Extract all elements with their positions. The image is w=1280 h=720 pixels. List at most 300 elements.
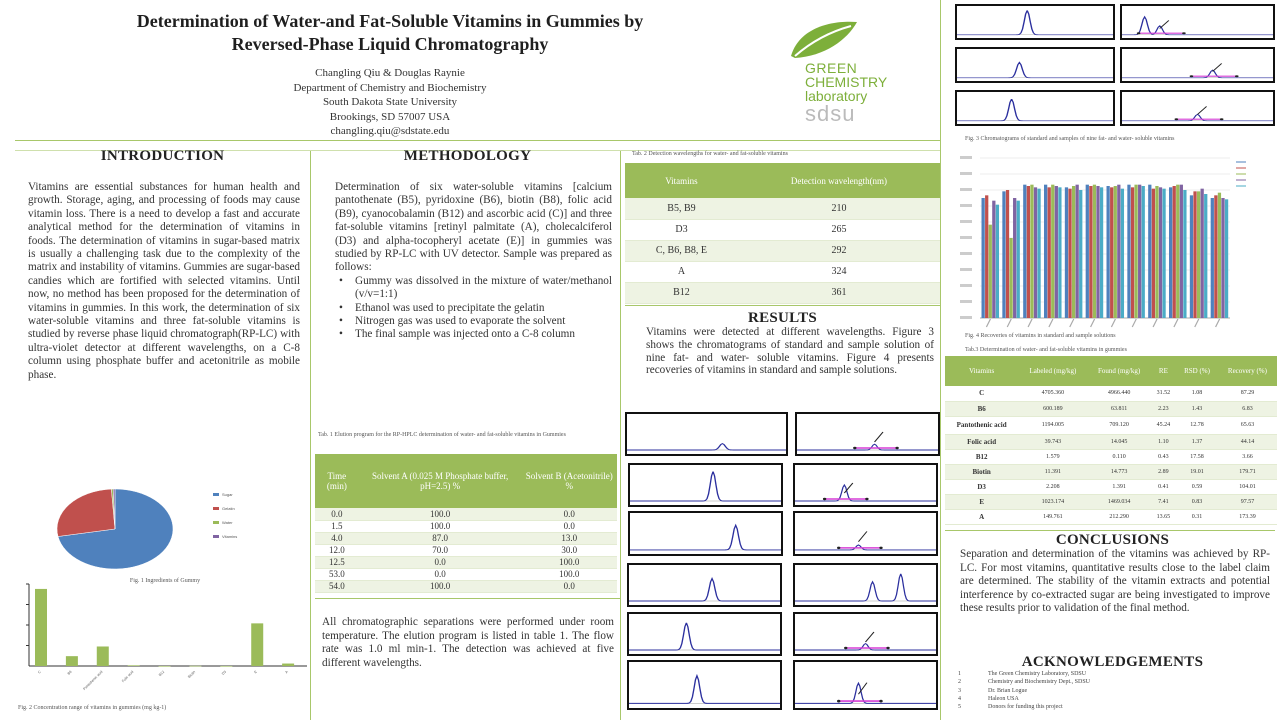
bar xyxy=(996,205,999,318)
table3-determination xyxy=(945,356,1277,525)
table-cell: 1023.174 xyxy=(1018,494,1087,509)
bar xyxy=(1211,198,1214,318)
table-cell: D3 xyxy=(945,479,1018,494)
table-cell: B12 xyxy=(625,282,738,303)
table-header: Detection wavelength(nm) xyxy=(738,163,940,198)
peak-arrow xyxy=(866,632,874,642)
table-cell: 709.120 xyxy=(1088,416,1151,434)
table-cell: 53.0 xyxy=(315,568,359,580)
x-tick-label: D3 xyxy=(221,669,228,676)
chromatogram-panel xyxy=(793,563,938,607)
table-cell: 212.290 xyxy=(1088,509,1151,524)
logo-line-3: laboratory xyxy=(805,88,868,104)
table-cell: 324 xyxy=(738,261,940,282)
conclusions-heading: CONCLUSIONS xyxy=(1055,532,1170,548)
methodology-text: Determination of six water-soluble vitamins [calcium pantothenate (B5), pyridoxine (B6), biotin (B8), folic acid (B9), cyanocobalamin (B12) and ascorbic acid (C)] and three fat-soluble vitamins [retinyl palmitate (A), cholecalciferol (D3) and alpha-tocopheryl acetate (E)] in gummies was studied by RP-LC with UV detector. Sample was prepared as follows: xyxy=(335,181,612,274)
bar xyxy=(1089,186,1092,318)
marker xyxy=(895,447,898,449)
chromatogram-panel xyxy=(1120,90,1275,126)
table-cell: 0.0 xyxy=(522,508,617,520)
marker xyxy=(823,498,826,500)
bar xyxy=(1058,187,1061,318)
marker xyxy=(1220,118,1224,120)
bar xyxy=(1180,185,1183,318)
leaf-icon xyxy=(781,18,861,60)
x-tick-label: B6 xyxy=(66,669,73,676)
trace-line xyxy=(795,644,936,650)
title-line-2: Reversed-Phase Liquid Chromatography xyxy=(231,34,549,54)
y-tick-label xyxy=(960,252,972,255)
chromatogram-trace xyxy=(630,513,781,554)
table-cell: 7.41 xyxy=(1151,494,1177,509)
table-cell: 12.0 xyxy=(315,544,359,556)
bar xyxy=(1197,191,1200,318)
y-tick-label xyxy=(960,220,972,223)
bar xyxy=(128,665,140,666)
methodology-heading: METHODOLOGY xyxy=(403,148,532,164)
y-tick-label xyxy=(960,268,972,271)
fig4-caption: Fig. 4 Recoveries of vitamins in standard and sample solutions xyxy=(965,333,1116,339)
x-tick-label xyxy=(1049,319,1053,327)
bar xyxy=(1159,187,1162,318)
bar xyxy=(1183,190,1186,318)
table-cell: 13.0 xyxy=(522,532,617,544)
bar xyxy=(1009,238,1012,318)
y-tick-label xyxy=(960,156,972,159)
table-cell: 39.743 xyxy=(1018,434,1087,449)
legend-label: Vitamins xyxy=(222,534,238,539)
bar xyxy=(282,664,294,666)
ack-item: 2 Chemistry and Biochemistry Dept., SDSU xyxy=(958,679,1090,686)
chromatogram-panel xyxy=(795,412,940,456)
fig1-caption: Fig. 1 Ingredients of Gummy xyxy=(129,578,201,584)
bullet-item: • Ethanol was used to precipitate the gelatin xyxy=(335,302,612,315)
table-cell: 100.0 xyxy=(359,508,522,520)
bar xyxy=(1201,189,1204,318)
table-cell: 100.0 xyxy=(359,520,522,532)
chromatogram-trace xyxy=(629,614,780,654)
table-cell: D3 xyxy=(625,219,738,240)
chromatogram-panel xyxy=(955,4,1115,40)
introduction-heading: INTRODUCTION xyxy=(100,148,225,164)
chromatogram-trace xyxy=(1122,49,1273,81)
ack-item: 5 Donors for funding this project xyxy=(958,704,1063,711)
chromatogram-panel xyxy=(627,660,782,710)
x-tick-label xyxy=(1028,319,1032,327)
bar xyxy=(1013,198,1016,318)
bar xyxy=(1100,187,1103,318)
table-cell: 54.0 xyxy=(315,580,359,592)
chromatogram-panel xyxy=(1120,47,1275,83)
y-tick-label xyxy=(960,188,972,191)
table-row xyxy=(945,416,1277,434)
legend-swatch xyxy=(213,507,219,510)
bar xyxy=(1002,191,1005,318)
ack-item: 1 The Green Chemistry Laboratory, SDSU xyxy=(958,671,1087,677)
x-tick-label: E xyxy=(253,669,258,675)
acknowledgements-list xyxy=(958,670,1258,711)
x-tick-label xyxy=(1153,319,1157,327)
bar xyxy=(1155,186,1158,318)
table-cell: 2.89 xyxy=(1151,464,1177,479)
y-tick-label xyxy=(960,236,972,239)
table-cell: 19.01 xyxy=(1176,464,1218,479)
table-cell: 4.0 xyxy=(315,532,359,544)
marker xyxy=(837,547,840,549)
table-cell: 1.43 xyxy=(1176,401,1218,416)
results-divider xyxy=(625,305,940,306)
table-cell: 30.0 xyxy=(522,544,617,556)
table-cell: 292 xyxy=(738,240,940,261)
conclusions-text: Separation and determination of the vitamins was achieved by RP-LC. For most vitamins, quantitative results close to the label claim are determined. The stability of the vitamin extracts and potential interference by co-extracted sugar are being investigated to improve these results prior to validation of the final method. xyxy=(960,548,1270,615)
table-row xyxy=(315,508,617,520)
chromatogram-trace xyxy=(957,92,1113,124)
table-cell: 97.57 xyxy=(1218,494,1277,509)
table-cell: A xyxy=(625,261,738,282)
table-cell: 2.23 xyxy=(1151,401,1177,416)
chromatogram-panel xyxy=(625,412,788,456)
trace-line xyxy=(957,62,1113,77)
legend-swatch xyxy=(213,535,219,538)
table-cell: 0.59 xyxy=(1176,479,1218,494)
results-text: Vitamins were detected at different wavelengths. Figure 3 shows the chromatograms of standard and sample solution of nine fat- and water- soluble vitamins. Figure 4 presents recoveries of vitamins in standard and sample solutions. xyxy=(646,326,934,377)
table-cell: 179.71 xyxy=(1218,464,1277,479)
table-cell: 87.0 xyxy=(359,532,522,544)
chromatogram-panel xyxy=(955,47,1115,83)
chromatogram-trace xyxy=(795,513,936,554)
chromatogram-panel xyxy=(628,463,783,507)
chromatogram-trace xyxy=(1122,92,1273,124)
marker xyxy=(853,447,856,449)
fig2-caption: Fig. 2 Concentration range of vitamins in gummies (mg kg-1) xyxy=(18,705,167,711)
marker xyxy=(879,547,882,549)
chromatogram-panel xyxy=(627,563,782,607)
x-tick-label: A xyxy=(284,669,289,675)
table2-caption: Tab. 2 Detection wavelengths for water- and fat-soluble vitamins xyxy=(632,151,788,157)
table-cell: 14.045 xyxy=(1088,434,1151,449)
table-row xyxy=(945,494,1277,509)
chromatogram-panel xyxy=(628,511,783,556)
table-row xyxy=(315,568,617,580)
table-row xyxy=(945,386,1277,401)
table-cell: 600.189 xyxy=(1018,401,1087,416)
table-cell: 0.0 xyxy=(359,556,522,568)
bar xyxy=(251,623,263,666)
methodology-divider xyxy=(315,598,620,599)
x-tick-label xyxy=(1195,319,1199,327)
bar xyxy=(1107,186,1110,318)
bar xyxy=(1017,201,1020,318)
table1-caption: Tab. 1 Elution program for the RP-HPLC determination of water- and fat-soluble vitamins in Gummies xyxy=(318,432,566,438)
marker xyxy=(886,647,889,649)
table-header: Labeled (mg/kg) xyxy=(1018,356,1087,386)
table-cell: 173.39 xyxy=(1218,509,1277,524)
table-cell: 104.01 xyxy=(1218,479,1277,494)
chromatogram-trace xyxy=(795,614,936,654)
bar xyxy=(1079,190,1082,318)
trace-line xyxy=(795,574,936,601)
table-cell: 12.5 xyxy=(315,556,359,568)
table-row xyxy=(945,479,1277,494)
bullet-item: • The final sample was injected onto a C-8 column xyxy=(335,328,612,341)
chromatogram-trace xyxy=(629,565,780,605)
x-tick-label xyxy=(1070,319,1074,327)
bar xyxy=(97,646,109,666)
conclusion-divider xyxy=(945,530,1275,531)
bar xyxy=(1055,186,1058,318)
bar xyxy=(1131,187,1134,318)
bar xyxy=(1034,187,1037,318)
marker xyxy=(1235,75,1239,77)
bar xyxy=(1134,185,1137,318)
header-divider xyxy=(15,140,940,141)
legend-label: Gelatin xyxy=(222,506,235,511)
y-tick-label xyxy=(960,300,972,303)
x-tick-label xyxy=(1174,319,1178,327)
table-cell: 70.0 xyxy=(359,544,522,556)
ack-item: 3 Dr. Brian Logue xyxy=(958,687,1028,694)
table-cell: 265 xyxy=(738,219,940,240)
trace-line xyxy=(630,472,781,501)
table-cell: 0.41 xyxy=(1151,479,1177,494)
peak-arrow xyxy=(1160,20,1169,28)
pie-slice xyxy=(57,489,115,536)
poster-title xyxy=(10,10,770,56)
bar xyxy=(1152,189,1155,318)
x-tick-label: Pantothenic acid xyxy=(82,669,104,692)
table-row xyxy=(315,520,617,532)
table-cell: 0.0 xyxy=(522,580,617,592)
table-cell: B6 xyxy=(945,401,1018,416)
peak-arrow xyxy=(858,531,866,541)
table-cell: B12 xyxy=(945,449,1018,464)
table-row xyxy=(315,532,617,544)
table-cell: 12.78 xyxy=(1176,416,1218,434)
right-column-divider xyxy=(940,0,941,720)
bar xyxy=(1148,185,1151,318)
chromatogram-trace xyxy=(957,49,1113,81)
bar xyxy=(1072,186,1075,318)
university: South Dakota State University xyxy=(322,96,458,108)
bar xyxy=(1051,185,1054,318)
bar xyxy=(1065,187,1068,318)
table-cell: 45.24 xyxy=(1151,416,1177,434)
table-header: Found (mg/kg) xyxy=(1088,356,1151,386)
chromatogram-panel xyxy=(793,612,938,656)
table-cell: 0.0 xyxy=(315,508,359,520)
legend-label: Sugar xyxy=(222,492,233,497)
bar xyxy=(1138,185,1141,318)
bar xyxy=(1173,186,1176,318)
table-cell: 4966.440 xyxy=(1088,386,1151,401)
marker xyxy=(865,498,868,500)
chromatogram-trace xyxy=(797,414,938,454)
table-row xyxy=(945,509,1277,524)
bar xyxy=(1006,190,1009,318)
table-cell: 0.110 xyxy=(1088,449,1151,464)
green-chemistry-logo xyxy=(773,18,923,126)
table-row xyxy=(625,198,940,219)
methodology-block xyxy=(335,181,612,342)
email: changling.qiu@sdstate.edu xyxy=(330,125,450,137)
table-cell: 0.31 xyxy=(1176,509,1218,524)
peak-arrow xyxy=(875,432,883,442)
table-cell: 0.83 xyxy=(1176,494,1218,509)
bar xyxy=(1114,186,1117,318)
bar xyxy=(992,201,995,318)
table-cell: 4705.360 xyxy=(1018,386,1087,401)
chromatogram-trace xyxy=(795,565,936,605)
fig4-recovery-chart xyxy=(950,148,1275,330)
marker xyxy=(1175,118,1179,120)
x-tick-label: Folic acid xyxy=(121,669,135,684)
legend-label: Water xyxy=(222,520,233,525)
table-cell: 100.0 xyxy=(359,580,522,592)
bar xyxy=(1096,186,1099,318)
marker xyxy=(1182,32,1186,34)
table-cell: 44.14 xyxy=(1218,434,1277,449)
table-cell: 1.10 xyxy=(1151,434,1177,449)
table-cell: 1.391 xyxy=(1088,479,1151,494)
marker xyxy=(844,647,847,649)
bar xyxy=(1214,195,1217,318)
bar xyxy=(989,225,992,318)
bar xyxy=(1027,186,1030,318)
table-cell: 210 xyxy=(738,198,940,219)
x-tick-label xyxy=(986,319,990,327)
table-cell: 13.65 xyxy=(1151,509,1177,524)
bar xyxy=(985,195,988,318)
table-header: Vitamins xyxy=(945,356,1018,386)
bar xyxy=(1121,189,1124,318)
bar xyxy=(1225,199,1228,318)
table-cell: 1.5 xyxy=(315,520,359,532)
marker xyxy=(1190,75,1194,77)
table-cell: 149.761 xyxy=(1018,509,1087,524)
table-row xyxy=(315,580,617,592)
trace-line xyxy=(1122,114,1273,120)
x-tick-label: C xyxy=(37,669,42,675)
table-cell: 63.811 xyxy=(1088,401,1151,416)
title-line-1: Determination of Water-and Fat-Soluble Vitamins in Gummies by xyxy=(136,11,644,31)
trace-line xyxy=(797,444,938,450)
bar xyxy=(1176,185,1179,318)
table-header: Solvent B (Acetonitrile) % xyxy=(522,454,617,508)
table-row xyxy=(945,401,1277,416)
table-cell: C, B6, B8, E xyxy=(625,240,738,261)
bar xyxy=(1068,189,1071,318)
table-row xyxy=(945,449,1277,464)
logo-line-4: sdsu xyxy=(805,101,856,126)
table-cell: 1.37 xyxy=(1176,434,1218,449)
bar xyxy=(1193,191,1196,318)
table-cell: 0.43 xyxy=(1151,449,1177,464)
bar xyxy=(1218,193,1221,318)
bar xyxy=(1093,185,1096,318)
table-cell: 2.208 xyxy=(1018,479,1087,494)
legend-swatch xyxy=(213,493,219,496)
y-tick-label xyxy=(960,316,972,319)
bar xyxy=(66,656,78,666)
table-cell: 1194.005 xyxy=(1018,416,1087,434)
marker xyxy=(1137,32,1141,34)
chromatogram-panel xyxy=(793,660,938,710)
marker xyxy=(879,700,882,703)
table-cell: 1.08 xyxy=(1176,386,1218,401)
bar xyxy=(1076,185,1079,318)
table-header: Time (min) xyxy=(315,454,359,508)
bar xyxy=(1221,198,1224,318)
table-cell: 100.0 xyxy=(522,556,617,568)
table-header: Recovery (%) xyxy=(1218,356,1277,386)
table-header: RSD (%) xyxy=(1176,356,1218,386)
table-cell: 0.0 xyxy=(359,568,522,580)
table-cell: 3.66 xyxy=(1218,449,1277,464)
x-tick-label xyxy=(1111,319,1115,327)
methodology-bullets xyxy=(335,275,612,342)
logo-line-2: CHEMISTRY xyxy=(805,74,888,90)
table-cell: 0.0 xyxy=(522,520,617,532)
bar xyxy=(1142,186,1145,318)
city: Brookings, SD 57007 USA xyxy=(329,110,451,123)
bar xyxy=(1048,187,1051,318)
chromatogram-trace xyxy=(627,414,786,454)
peak-arrow xyxy=(1198,106,1207,114)
chromatogram-trace xyxy=(629,662,780,708)
bar xyxy=(35,589,47,666)
bar xyxy=(1086,185,1089,318)
column-divider-2 xyxy=(620,150,621,720)
table3-caption: Tab.3 Determination of water- and fat-soluble vitamins in gummies xyxy=(965,347,1127,353)
x-tick-label xyxy=(1132,319,1136,327)
bar xyxy=(1110,187,1113,318)
table-cell: 11.391 xyxy=(1018,464,1087,479)
table-row xyxy=(945,464,1277,479)
chromatogram-trace xyxy=(630,465,781,505)
department: Department of Chemistry and Biochemistry xyxy=(293,81,487,94)
bullet-item: • Nitrogen gas was used to evaporate the solvent xyxy=(335,315,612,328)
table-row xyxy=(625,261,940,282)
table-cell: A xyxy=(945,509,1018,524)
legend-swatch xyxy=(213,521,219,524)
bar xyxy=(1190,195,1193,318)
table-header: Vitamins xyxy=(625,163,738,198)
bar xyxy=(1023,185,1026,318)
table-row xyxy=(315,544,617,556)
methodology-text-2: All chromatographic separations were performed under room temperature. The elution program is listed in table 1. The flow rate was 1.0 ml min-1. The detection was achieved at five different wavelengths. xyxy=(322,616,614,669)
table-cell: Pantothenic acid xyxy=(945,416,1018,434)
author-block xyxy=(180,66,600,139)
chromatogram-panel xyxy=(793,511,938,556)
chromatogram-trace xyxy=(795,465,936,505)
bar xyxy=(189,666,201,667)
bar xyxy=(159,666,171,667)
table2-detection-wavelengths xyxy=(625,163,940,304)
x-tick-label: Biotin xyxy=(187,669,197,679)
trace-line xyxy=(627,444,786,450)
bar xyxy=(1162,189,1165,318)
ack-item: 4 Haleon USA xyxy=(958,695,1019,702)
bar xyxy=(982,198,985,318)
fig3-caption: Fig. 3 Chromatograms of standard and samples of nine fat- and water- soluble vitamins xyxy=(965,136,1175,142)
y-tick-label xyxy=(960,284,972,287)
table-cell: 14.773 xyxy=(1088,464,1151,479)
x-tick-label xyxy=(1007,319,1011,327)
fig1-pie-chart xyxy=(25,485,310,580)
chromatogram-trace xyxy=(1122,6,1273,38)
chromatogram-panel xyxy=(955,90,1115,126)
bar xyxy=(1127,185,1130,318)
